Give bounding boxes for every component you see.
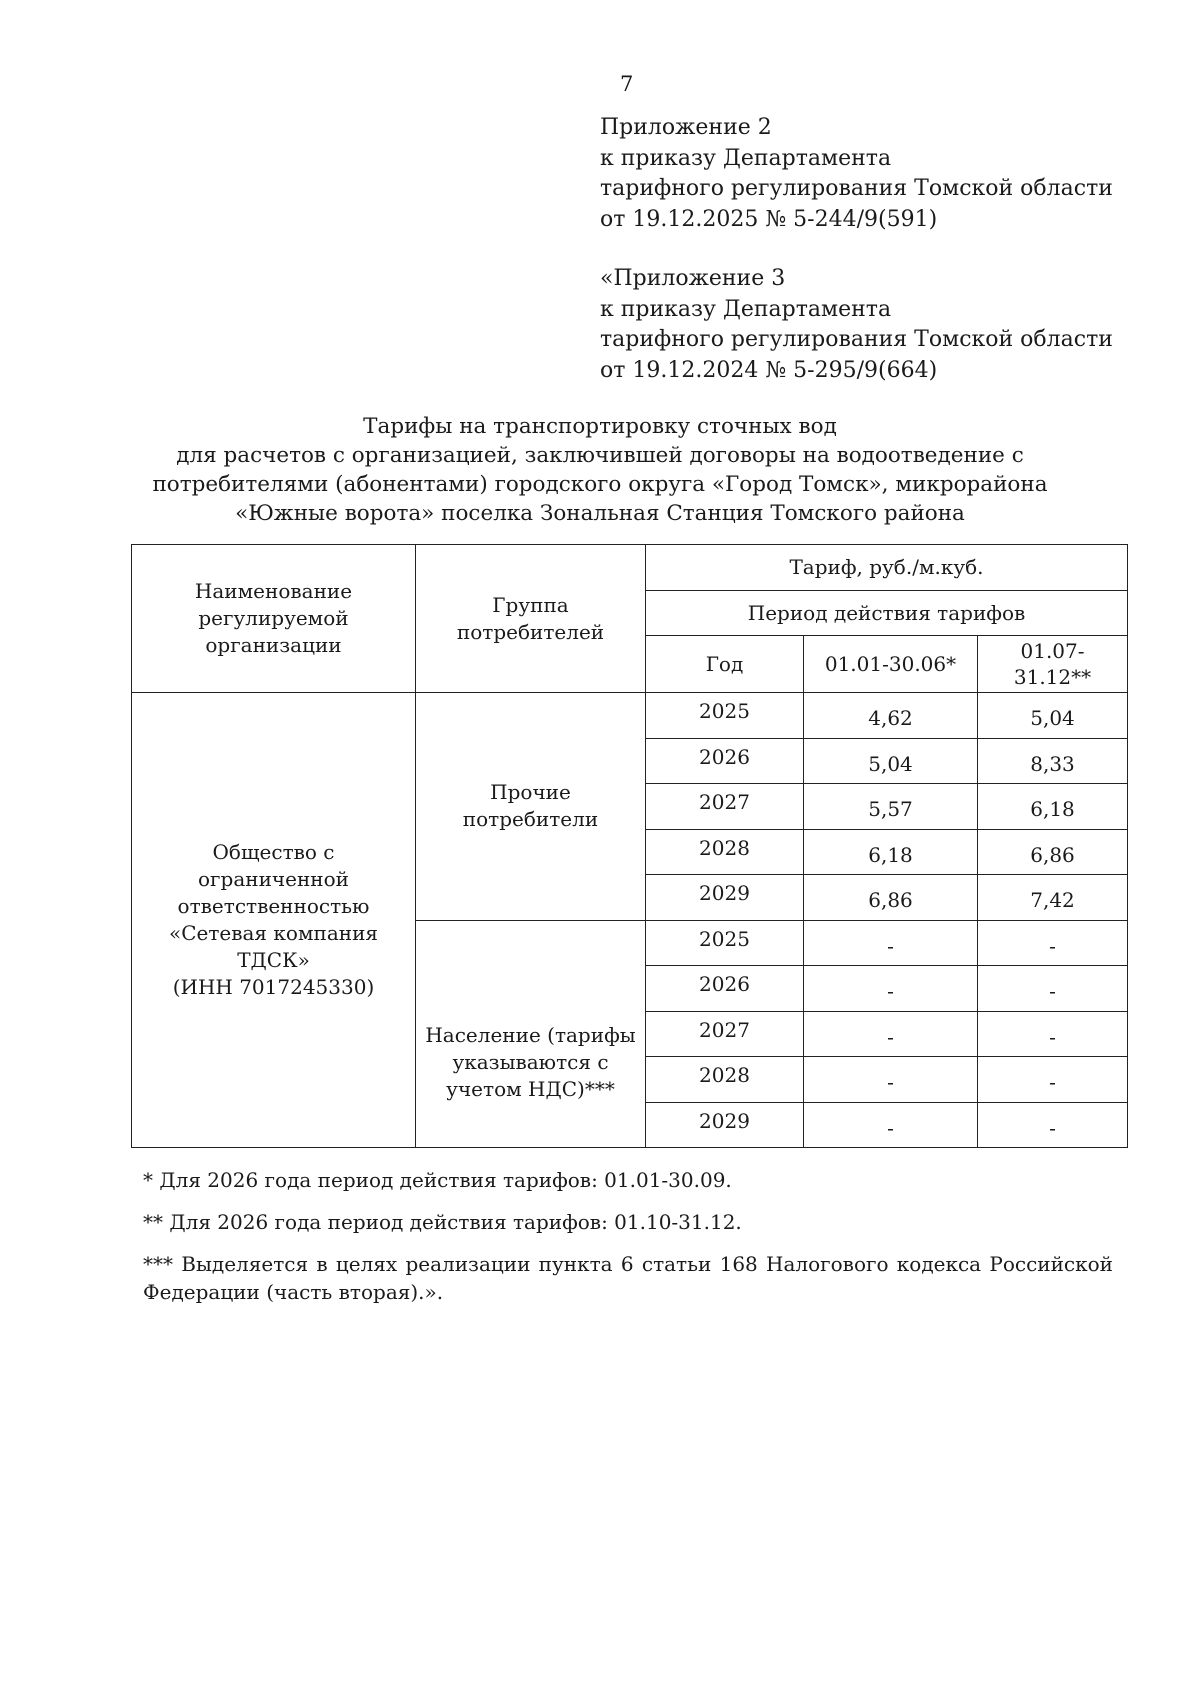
tariff-first-half: 6,86: [804, 875, 978, 921]
organization-line: «Сетевая компания: [168, 921, 379, 945]
footnotes: [143, 1166, 1113, 1320]
table-row: [132, 693, 1128, 739]
tariff-first-half: -: [804, 1057, 978, 1103]
header-organization: Наименование регулируемой организации: [132, 545, 416, 693]
tariff-first-half: -: [804, 920, 978, 966]
group-population: [416, 920, 646, 1148]
organization-line: (ИНН 7017245330): [172, 975, 375, 999]
tariff-table: [131, 544, 1128, 1148]
header-period: Период действия тарифов: [646, 590, 1128, 636]
annex-line: к приказу Департамента: [600, 296, 892, 322]
annex-line: к приказу Департамента: [600, 145, 892, 171]
tariff-first-half: 6,18: [804, 829, 978, 875]
header-first-half: 01.01-30.06*: [804, 636, 978, 693]
title-line: для расчетов с организацией, заключившей договоры на водоотведение с: [176, 443, 1024, 468]
year-cell: 2027: [646, 1011, 804, 1057]
footnote: *** Выделяется в целях реализации пункта 6 статьи 168 Налогового кодекса Российской Федерации (часть вторая).».: [143, 1252, 1113, 1304]
footnote: ** Для 2026 года период действия тарифов: 01.10-31.12.: [143, 1210, 742, 1234]
title-line: «Южные ворота» поселка Зональная Станция Томского района: [235, 501, 965, 526]
year-cell: 2026: [646, 738, 804, 784]
annex-line: Приложение 2: [600, 115, 772, 140]
tariff-first-half: -: [804, 966, 978, 1012]
tariff-second-half: -: [978, 1011, 1128, 1057]
year-cell: 2028: [646, 829, 804, 875]
tariff-second-half: -: [978, 966, 1128, 1012]
tariff-first-half: 4,62: [804, 693, 978, 739]
document-title: [110, 412, 1090, 528]
group-other-consumers: [416, 693, 646, 921]
group-name-line: потребители: [462, 807, 599, 832]
tariff-second-half: 5,04: [978, 693, 1128, 739]
header-year: Год: [646, 636, 804, 693]
tariff-second-half: 6,18: [978, 784, 1128, 830]
year-cell: 2029: [646, 1102, 804, 1148]
annex-current-reference: [600, 113, 1113, 235]
annex-line: тарифного регулирования Томской области: [600, 327, 1113, 352]
title-line: Тарифы на транспортировку сточных вод: [363, 414, 837, 439]
tariff-second-half: 6,86: [978, 829, 1128, 875]
tariff-first-half: 5,57: [804, 784, 978, 830]
header-second-half: 01.07-31.12**: [978, 636, 1128, 693]
organization-line: ограниченной: [198, 867, 349, 891]
tariff-second-half: 8,33: [978, 738, 1128, 784]
organization-line: ТДСК»: [237, 948, 310, 972]
tariff-second-half: -: [978, 920, 1128, 966]
page-number: 7: [620, 72, 634, 96]
tariff-second-half: -: [978, 1057, 1128, 1103]
year-cell: 2027: [646, 784, 804, 830]
year-cell: 2025: [646, 920, 804, 966]
year-cell: 2029: [646, 875, 804, 921]
organization-cell: [132, 693, 416, 1148]
group-name-line: учетом НДС)***: [446, 1077, 615, 1102]
tariff-first-half: -: [804, 1102, 978, 1148]
organization-line: ответственностью: [177, 894, 370, 918]
title-line: потребителями (абонентами) городского округа «Город Томск», микрорайона: [152, 472, 1048, 497]
annex-previous-reference: [600, 264, 1113, 386]
annex-line: от 19.12.2024 № 5-295/9(664): [600, 357, 938, 383]
tariff-second-half: 7,42: [978, 875, 1128, 921]
annex-line: тарифного регулирования Томской области: [600, 176, 1113, 201]
group-name-line: Население (тарифы: [425, 1023, 636, 1048]
footnote: * Для 2026 года период действия тарифов: 01.01-30.09.: [143, 1168, 732, 1192]
year-cell: 2025: [646, 693, 804, 739]
tariff-first-half: -: [804, 1011, 978, 1057]
tariff-first-half: 5,04: [804, 738, 978, 784]
year-cell: 2026: [646, 966, 804, 1012]
annex-line: от 19.12.2025 № 5-244/9(591): [600, 206, 938, 232]
annex-line: «Приложение 3: [600, 266, 786, 291]
header-consumer-group: Группа потребителей: [416, 545, 646, 693]
year-cell: 2028: [646, 1057, 804, 1103]
header-tariff: Тариф, руб./м.куб.: [646, 545, 1128, 591]
organization-line: Общество с: [212, 840, 335, 864]
group-name-line: Прочие: [490, 780, 571, 805]
group-name-line: указываются с: [452, 1050, 609, 1075]
tariff-second-half: -: [978, 1102, 1128, 1148]
